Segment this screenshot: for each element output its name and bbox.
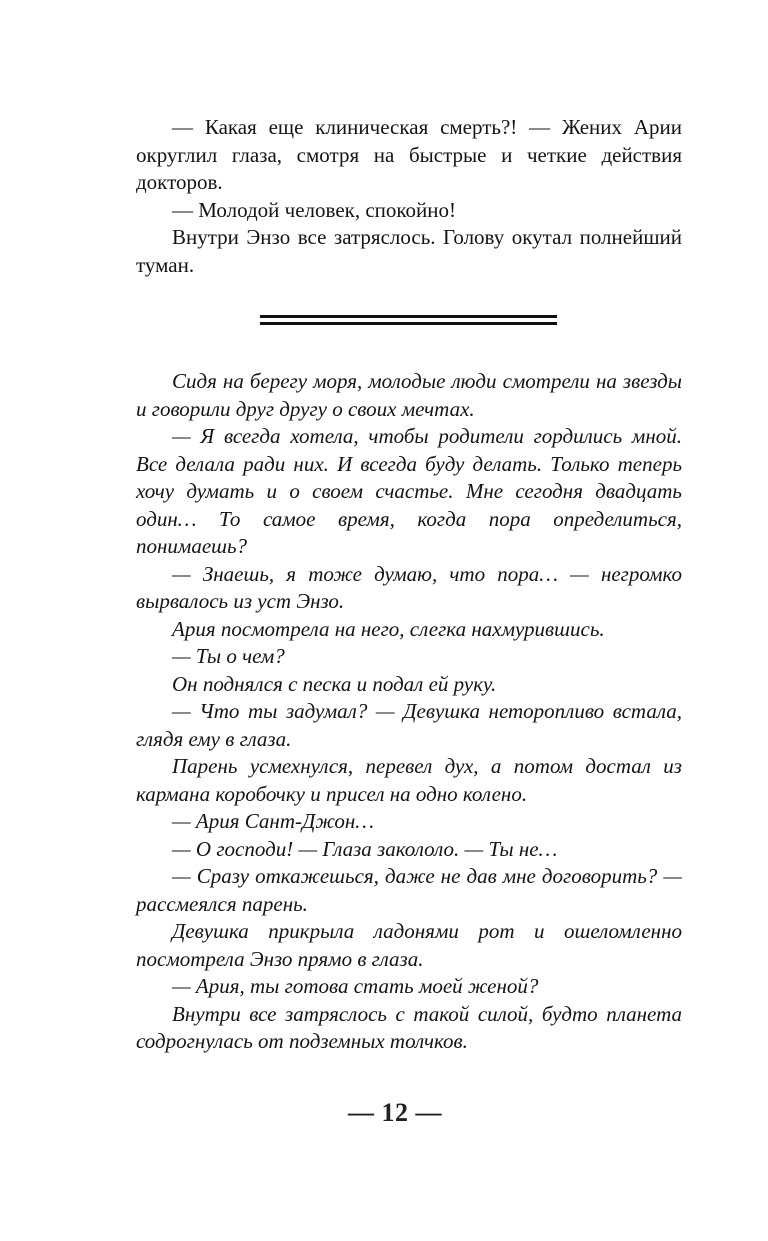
paragraph: Сидя на берегу моря, молодые люди смотрели на звезды и говорили друг другу о своих мечтах.	[136, 369, 682, 421]
paragraph: — Какая еще клиническая смерть?! — Жених Арии округлил глаза, смотря на быстрые и четкие действия докторов.	[136, 115, 682, 194]
paragraph: — Что ты задумал? — Девушка неторопливо встала, глядя ему в глаза.	[136, 699, 682, 751]
paragraph: Парень усмехнулся, перевел дух, а потом достал из кармана коробочку и присел на одно колено.	[136, 754, 682, 806]
paragraph: Он поднялся с песка и подал ей руку.	[172, 671, 497, 696]
paragraph: — Ария, ты готова стать моей женой?	[172, 974, 539, 998]
paragraph: — О господи! — Глаза закололо. — Ты не…	[172, 836, 558, 861]
paragraph: Ария посмотрела на него, слегка нахмурившись.	[172, 616, 605, 641]
paragraph: — Ария Сант-Джон…	[172, 809, 374, 833]
paragraph: Внутри все затряслось с такой силой, будто планета содрогнулась от подземных толчков.	[136, 1001, 682, 1053]
upright-text-section	[136, 114, 682, 279]
separator-rule-top	[260, 315, 557, 318]
paragraph: Внутри Энзо все затряслось. Голову окутал полнейший туман.	[136, 225, 682, 277]
paragraph: — Знаешь, я тоже думаю, что пора… — негромко вырвалось из уст Энзо.	[136, 561, 682, 613]
paragraph: — Молодой человек, спокойно!	[172, 197, 457, 222]
section-separator	[260, 315, 557, 325]
paragraph: Девушка прикрыла ладонями рот и ошеломленно посмотрела Энзо прямо в глаза.	[136, 919, 682, 971]
paragraph: — Я всегда хотела, чтобы родители гордились мной. Все делала ради них. И всегда буду делать. Только теперь хочу думать и о своем счастье. Мне сегодня двадцать один… То самое время, когда пора определиться, понимаешь?	[136, 424, 682, 558]
separator-rule-bottom	[260, 322, 557, 325]
paragraph: — Ты о чем?	[172, 644, 285, 668]
paragraph: — Сразу откажешься, даже не дав мне договорить? — рассмеялся парень.	[136, 864, 682, 916]
page-number: — 12 —	[348, 1098, 442, 1127]
italic-text-section	[136, 368, 682, 1056]
